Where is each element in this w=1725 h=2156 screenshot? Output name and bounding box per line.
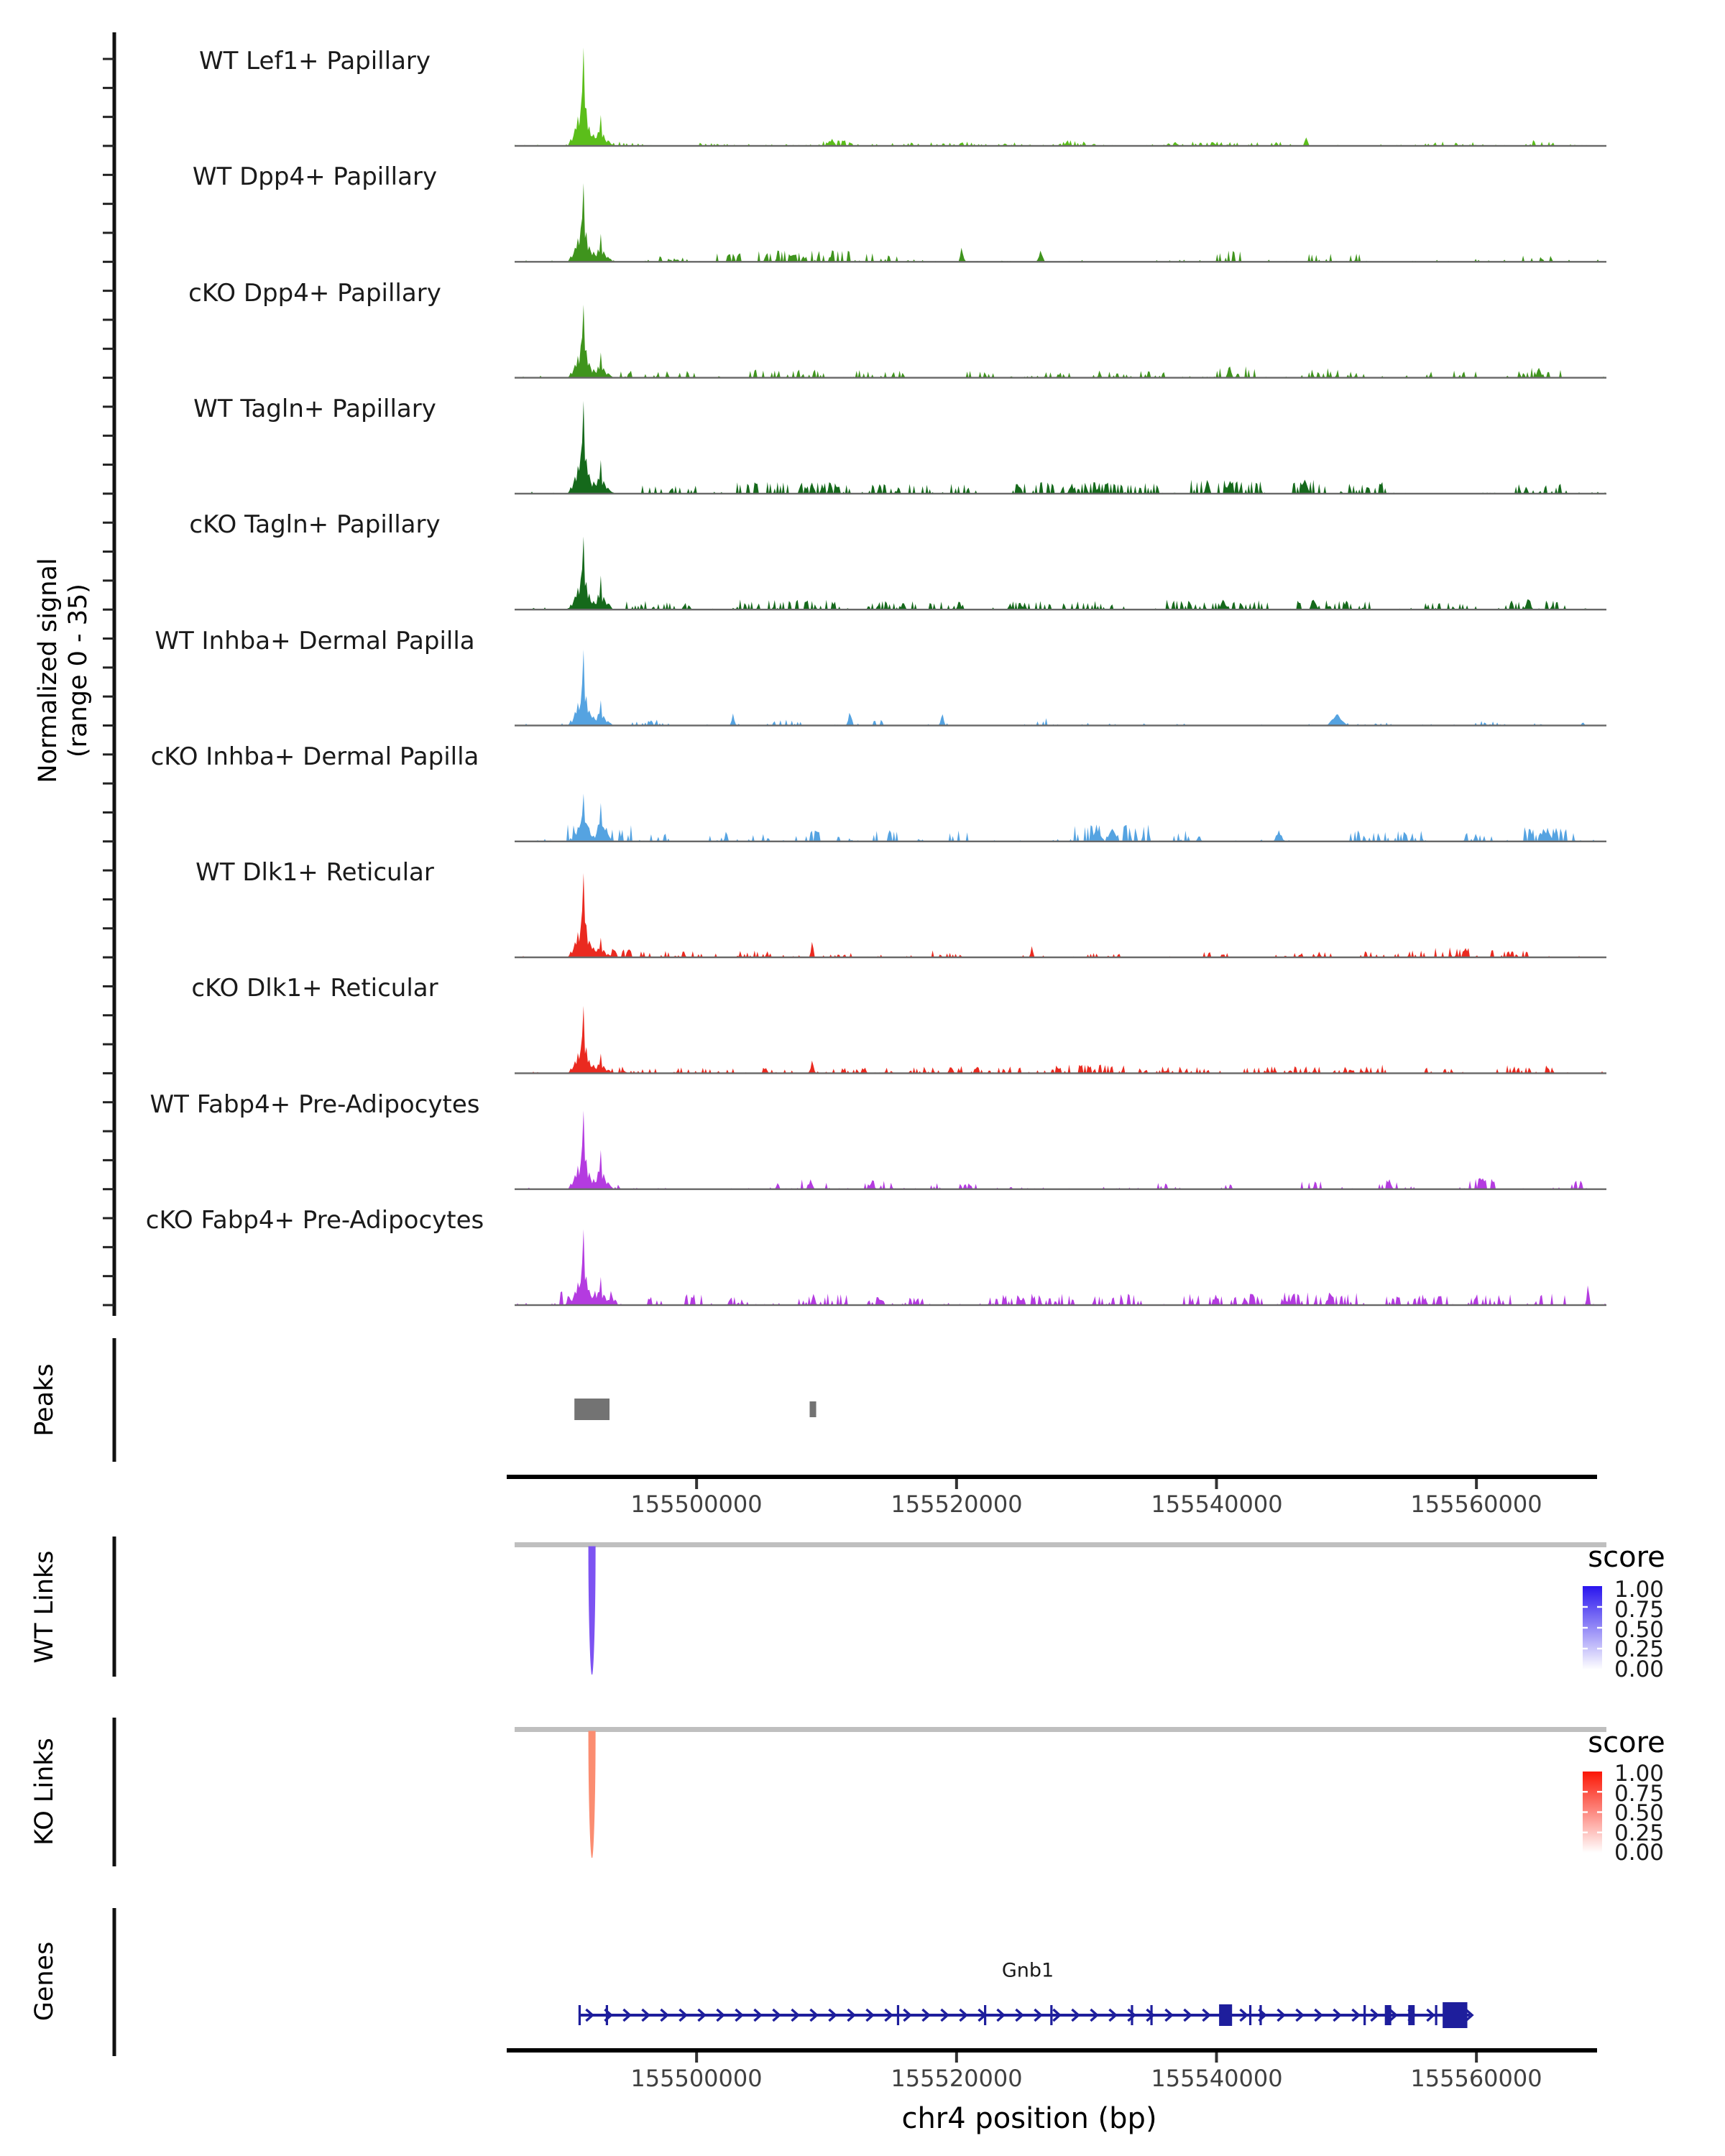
gene-exon-tick	[1259, 2005, 1261, 2025]
ko-score-legend-title: score	[1588, 1726, 1665, 1759]
signal-y-axis-tick	[103, 405, 114, 407]
genome-tick-label: 155520000	[891, 2065, 1023, 2092]
gene-exon-box	[1219, 2004, 1232, 2026]
gene-exon-tick	[1363, 2005, 1366, 2025]
signal-y-axis-tick	[103, 724, 114, 727]
score-legend-tick	[1583, 1627, 1588, 1628]
signal-y-axis-tick	[103, 290, 114, 292]
track-label: cKO Dlk1+ Reticular	[191, 974, 438, 1003]
x-axis-label: chr4 position (bp)	[901, 2102, 1157, 2135]
signal-y-axis-tick	[103, 898, 114, 900]
wt-score-legend-value: 0.50	[1614, 1617, 1665, 1643]
score-legend-tick	[1597, 1791, 1602, 1792]
signal-y-axis-tick	[103, 1044, 114, 1046]
track-label: WT Fabp4+ Pre-Adipocytes	[150, 1090, 480, 1119]
score-legend-tick	[1583, 1791, 1588, 1792]
signal-y-axis-tick	[103, 1188, 114, 1190]
link-arc	[589, 1731, 595, 1858]
signal-area-6	[515, 650, 1606, 726]
gene-exon-tick	[1150, 2005, 1152, 2025]
signal-baseline-7	[515, 841, 1606, 842]
signal-y-axis-tick	[103, 637, 114, 640]
genome-tick-label: 155500000	[630, 2065, 763, 2092]
links-panel-axis	[113, 1537, 116, 1677]
signal-y-axis-tick	[103, 318, 114, 321]
signal-y-axis-tick	[103, 550, 114, 553]
track-label: WT Inhba+ Dermal Papilla	[155, 627, 475, 655]
wt-score-legend-title: score	[1588, 1541, 1665, 1574]
signal-y-axis-tick	[103, 579, 114, 581]
genome-axis-tick	[955, 1479, 958, 1489]
ko-score-legend-value: 1.00	[1614, 1761, 1665, 1787]
peaks-panel-label: Peaks	[30, 1363, 59, 1437]
score-legend-tick	[1583, 1832, 1588, 1833]
genome-tick-label: 155500000	[630, 1491, 763, 1518]
signal-area-2	[515, 183, 1606, 262]
genome-axis-tick	[955, 2053, 958, 2063]
gene-exon-tick	[1435, 2005, 1438, 2025]
signal-y-axis-tick	[103, 1246, 114, 1248]
gene-name-label: Gnb1	[1001, 1959, 1054, 1982]
signal-y-axis-tick	[103, 1159, 114, 1161]
signal-y-axis-tick	[103, 377, 114, 379]
track-label: WT Dlk1+ Reticular	[196, 858, 434, 887]
signal-baseline-1	[515, 145, 1606, 147]
track-label: WT Dpp4+ Papillary	[192, 162, 438, 191]
signal-y-axis-tick	[103, 1072, 114, 1074]
track-label: cKO Tagln+ Papillary	[189, 510, 441, 539]
gene-exon-box	[1443, 2002, 1467, 2028]
wt-score-legend-value: 0.25	[1614, 1636, 1665, 1662]
signal-y-axis-tick	[103, 261, 114, 263]
score-legend-tick	[1597, 1606, 1602, 1608]
ko-score-legend-value: 0.00	[1614, 1840, 1665, 1866]
gene-exon-tick-thick	[1385, 2005, 1392, 2025]
signal-baseline-11	[515, 1304, 1606, 1306]
links-panel-axis	[113, 1718, 116, 1866]
track-label: cKO Fabp4+ Pre-Adipocytes	[145, 1206, 484, 1235]
signal-baseline-6	[515, 724, 1606, 726]
signal-y-axis-tick	[103, 145, 114, 147]
signal-y-axis-tick	[103, 1130, 114, 1133]
track-label: WT Lef1+ Papillary	[198, 47, 431, 75]
genome-tick-label: 155540000	[1151, 1491, 1283, 1518]
signal-area-8	[515, 873, 1606, 957]
signal-baseline-2	[515, 261, 1606, 262]
score-legend-tick	[1597, 1627, 1602, 1628]
signal-baseline-10	[515, 1189, 1606, 1190]
signal-baseline-9	[515, 1072, 1606, 1074]
signal-area-3	[515, 305, 1606, 378]
signal-y-axis-tick	[103, 231, 114, 234]
gene-exon-tick	[984, 2005, 986, 2025]
score-legend-tick	[1583, 1648, 1588, 1649]
link-arc	[589, 1547, 595, 1674]
genome-axis-tick	[695, 2053, 698, 2063]
wt-score-legend-value: 0.00	[1614, 1657, 1665, 1682]
gene-exon-tick	[897, 2005, 899, 2025]
signal-area-7	[515, 793, 1606, 841]
genome-axis-line	[507, 2048, 1597, 2053]
genome-tick-label: 155540000	[1151, 2065, 1283, 2092]
signal-y-axis-tick	[103, 1101, 114, 1103]
signal-area-1	[515, 47, 1606, 146]
signal-y-axis-tick	[103, 870, 114, 872]
signal-y-axis-tick	[103, 1275, 114, 1277]
signal-y-axis-tick	[103, 58, 114, 60]
signal-y-axis-tick	[103, 840, 114, 842]
score-legend-tick	[1597, 1648, 1602, 1649]
signal-y-axis-tick	[103, 783, 114, 785]
signal-y-axis-tick	[103, 1014, 114, 1016]
score-legend-tick	[1597, 1811, 1602, 1812]
track-label: cKO Inhba+ Dermal Papilla	[150, 742, 479, 771]
signal-y-axis-tick	[103, 492, 114, 494]
signal-y-axis-tick	[103, 203, 114, 205]
gene-exon-tick	[1131, 2005, 1133, 2025]
track-label: cKO Dpp4+ Papillary	[188, 279, 441, 308]
signal-baseline-3	[515, 377, 1606, 378]
signal-baseline-4	[515, 493, 1606, 494]
ko-score-legend-value: 0.25	[1614, 1820, 1665, 1846]
score-legend-tick	[1583, 1606, 1588, 1608]
signal-baseline-8	[515, 957, 1606, 958]
y-axis-label-line2: (range 0 - 35)	[64, 584, 93, 757]
signal-area-10	[515, 1110, 1606, 1189]
signal-y-axis-tick	[103, 1217, 114, 1220]
genes-panel-label: Genes	[30, 1941, 59, 2022]
y-axis-label	[33, 558, 93, 783]
genome-axis-tick	[1475, 1479, 1478, 1489]
ko-score-legend-value: 0.75	[1614, 1781, 1665, 1807]
score-legend-tick	[1597, 1832, 1602, 1833]
track-label: WT Tagln+ Papillary	[193, 395, 436, 423]
gene-exon-tick	[1249, 2005, 1251, 2025]
signal-y-axis-tick	[103, 464, 114, 466]
signal-y-axis-tick	[103, 348, 114, 350]
signal-y-axis-tick	[103, 811, 114, 814]
genome-tick-label: 155520000	[891, 1491, 1023, 1518]
signal-area-9	[515, 1006, 1606, 1074]
signal-y-axis-tick	[103, 753, 114, 755]
signal-y-axis-tick	[103, 985, 114, 987]
wt-links-panel-label: WT Links	[30, 1550, 59, 1664]
gene-exon-tick	[1050, 2005, 1052, 2025]
genome-axis-tick	[1215, 1479, 1218, 1489]
signal-area-4	[515, 401, 1606, 494]
signal-y-axis-tick	[103, 696, 114, 698]
signal-y-axis-tick	[103, 522, 114, 524]
gene-exon-tick-thick	[1408, 2005, 1414, 2025]
gene-exon-tick	[606, 2005, 608, 2025]
y-axis-label-line1: Normalized signal	[34, 558, 63, 783]
signal-y-axis-tick	[103, 927, 114, 929]
ko-links-panel-label: KO Links	[30, 1738, 59, 1846]
gene-body-line	[579, 2014, 1470, 2017]
genome-tick-label: 155560000	[1410, 2065, 1542, 2092]
wt-score-legend-value: 0.75	[1614, 1597, 1665, 1623]
signal-y-axis-tick	[103, 957, 114, 959]
genes-panel-axis	[113, 1908, 116, 2056]
signal-baseline-5	[515, 609, 1606, 610]
genome-axis-line	[507, 1475, 1597, 1479]
genome-axis-tick	[695, 1479, 698, 1489]
peaks-panel-axis	[113, 1338, 116, 1462]
signal-y-axis-tick	[103, 1304, 114, 1307]
genome-tick-label: 155560000	[1410, 1491, 1542, 1518]
ko-score-legend-value: 0.50	[1614, 1800, 1665, 1826]
signal-area-11	[515, 1230, 1606, 1306]
gene-exon-tick	[579, 2005, 581, 2025]
signal-y-axis-tick	[103, 666, 114, 668]
peak-interval-rect	[809, 1401, 816, 1417]
signal-y-axis-tick	[103, 174, 114, 176]
links-baseline	[515, 1542, 1606, 1547]
wt-score-legend-value: 1.00	[1614, 1577, 1665, 1603]
signal-area-5	[515, 537, 1606, 610]
genome-axis-tick	[1475, 2053, 1478, 2063]
peak-interval-rect	[574, 1399, 610, 1420]
signal-y-axis-line	[113, 32, 116, 1316]
genome-axis-tick	[1215, 2053, 1218, 2063]
links-baseline	[515, 1727, 1606, 1732]
score-legend-tick	[1583, 1811, 1588, 1812]
signal-y-axis-tick	[103, 609, 114, 611]
signal-y-axis-tick	[103, 116, 114, 118]
signal-y-axis-tick	[103, 87, 114, 89]
signal-y-axis-tick	[103, 435, 114, 437]
